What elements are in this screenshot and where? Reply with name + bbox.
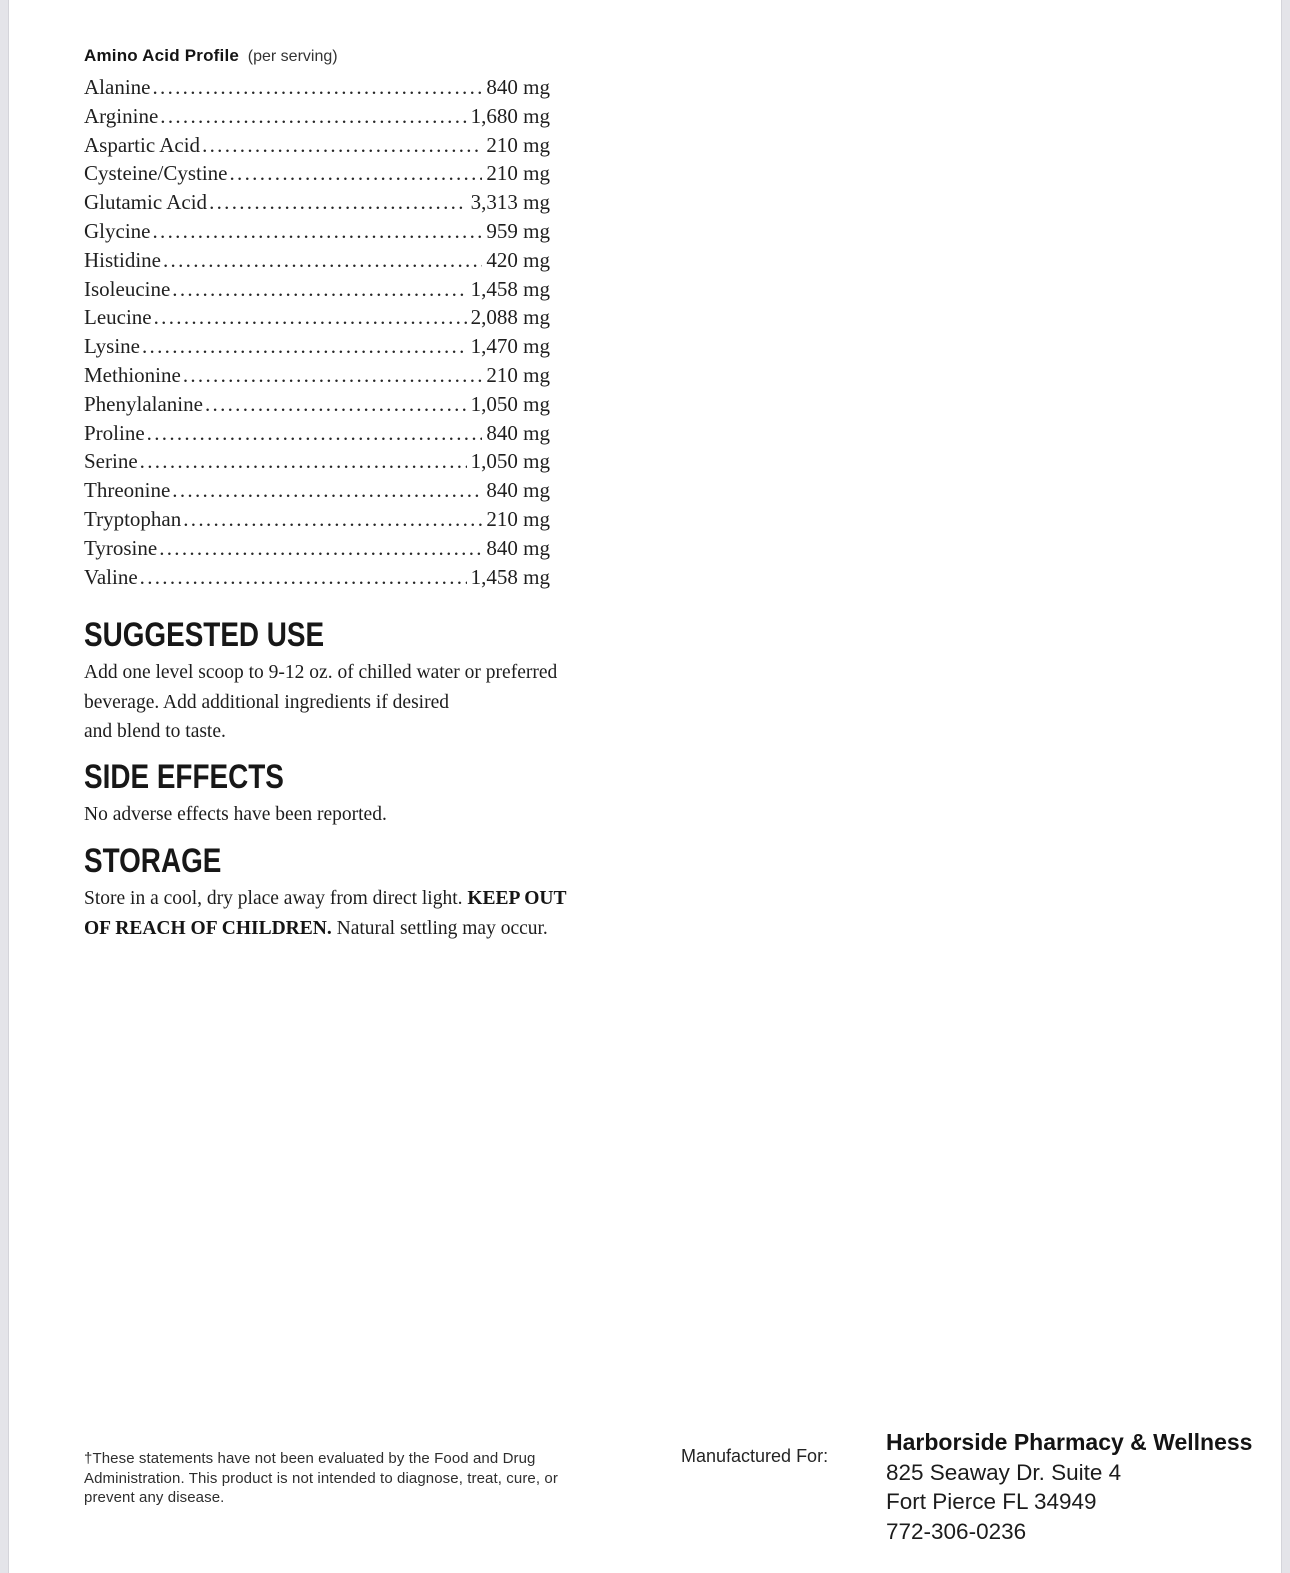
dot-leader <box>230 161 483 186</box>
dot-leader <box>140 449 467 474</box>
storage-body <box>84 884 624 943</box>
amino-row <box>84 536 550 565</box>
amino-value: 210 mg <box>486 132 550 157</box>
amino-profile-header <box>84 45 550 68</box>
amino-value: 1,458 mg <box>470 564 550 589</box>
amino-value: 1,458 mg <box>470 276 550 301</box>
amino-value: 840 mg <box>486 420 550 445</box>
dot-leader <box>154 305 467 330</box>
right-page-edge <box>1281 0 1290 1573</box>
amino-name: Methionine <box>84 362 181 387</box>
amino-value: 840 mg <box>486 535 550 560</box>
company-phone: 772-306-0236 <box>886 1518 1027 1544</box>
amino-name: Alanine <box>84 75 151 99</box>
suggested-use-line: and blend to taste. <box>84 721 226 742</box>
amino-value: 959 mg <box>486 218 550 243</box>
manufactured-for-label: Manufactured For: <box>681 1446 829 1466</box>
amino-row <box>84 277 550 306</box>
amino-row <box>84 104 550 133</box>
amino-value: 840 mg <box>486 75 550 99</box>
amino-row <box>84 133 550 162</box>
company-address-line1: 825 Seaway Dr. Suite 4 <box>886 1459 1122 1485</box>
dot-leader <box>152 75 482 100</box>
amino-name: Valine <box>84 564 138 589</box>
suggested-use-line: Add one level scoop to 9-12 oz. of chilled water or preferred <box>84 662 558 683</box>
amino-name: Leucine <box>84 305 152 330</box>
amino-row <box>84 248 550 277</box>
fda-disclaimer <box>84 1449 624 1508</box>
amino-name: Arginine <box>84 103 159 128</box>
amino-acid-profile-section <box>84 45 550 593</box>
dot-leader <box>142 334 467 359</box>
amino-value: 1,680 mg <box>470 103 550 128</box>
amino-row <box>84 449 550 478</box>
dot-leader <box>172 478 482 503</box>
amino-row <box>84 219 550 248</box>
dot-leader <box>202 133 482 158</box>
amino-row <box>84 363 550 392</box>
dot-leader <box>163 248 482 273</box>
amino-value: 1,050 mg <box>470 449 550 474</box>
amino-name: Serine <box>84 449 138 474</box>
left-page-edge <box>0 0 9 1573</box>
dot-leader <box>159 536 482 561</box>
dot-leader <box>172 277 466 302</box>
amino-row <box>84 75 550 104</box>
disclaimer-line: prevent any disease. <box>84 1489 225 1506</box>
storage-line <box>84 914 624 944</box>
amino-name: Aspartic Acid <box>84 132 201 157</box>
amino-name: Glycine <box>84 218 151 243</box>
dot-leader <box>183 363 483 388</box>
amino-value: 210 mg <box>486 506 550 531</box>
amino-row <box>84 334 550 363</box>
storage-line <box>84 884 624 914</box>
amino-value: 3,313 mg <box>470 190 550 215</box>
amino-row <box>84 421 550 450</box>
amino-name: Tryptophan <box>84 506 182 531</box>
storage-text: Natural settling may occur. <box>331 917 548 939</box>
side-effects-heading: SIDE EFFECTS <box>84 757 284 796</box>
storage-warning-text: OF REACH OF CHILDREN. <box>84 917 332 939</box>
amino-row <box>84 305 550 334</box>
amino-profile-subtitle: (per serving) <box>247 48 338 65</box>
dot-leader <box>152 219 482 244</box>
info-sections <box>84 617 624 943</box>
company-name: Harborside Pharmacy & Wellness <box>886 1429 1253 1455</box>
amino-name: Isoleucine <box>84 276 171 301</box>
amino-value: 2,088 mg <box>470 305 550 330</box>
amino-name: Tyrosine <box>84 535 158 560</box>
suggested-use-heading: SUGGESTED USE <box>84 616 325 654</box>
amino-value: 210 mg <box>486 362 550 387</box>
amino-row <box>84 190 550 219</box>
dot-leader <box>209 190 467 215</box>
dot-leader <box>183 507 482 532</box>
amino-value: 210 mg <box>486 161 550 186</box>
amino-name: Phenylalanine <box>84 391 203 416</box>
amino-row <box>84 507 550 536</box>
disclaimer-line: †These statements have not been evaluated by the Food and Drug <box>84 1450 536 1467</box>
amino-name: Proline <box>84 420 145 445</box>
amino-name: Histidine <box>84 247 161 272</box>
storage-text: Store in a cool, dry place away from direct light. <box>84 888 468 909</box>
amino-row <box>84 565 550 594</box>
amino-row <box>84 392 550 421</box>
amino-name: Glutamic Acid <box>84 190 208 215</box>
amino-value: 1,050 mg <box>470 391 550 416</box>
dot-leader <box>160 104 466 129</box>
amino-rows-list <box>84 75 550 593</box>
amino-profile-title: Amino Acid Profile <box>84 46 240 65</box>
company-address-line2: Fort Pierce FL 34949 <box>886 1489 1097 1514</box>
amino-name: Cysteine/Cystine <box>84 161 228 186</box>
amino-name: Threonine <box>84 478 171 503</box>
dot-leader <box>205 392 467 417</box>
dot-leader <box>147 421 483 446</box>
side-effects-line: No adverse effects have been reported. <box>84 803 387 825</box>
suggested-use-body <box>84 658 624 747</box>
company-info-block <box>886 1428 1252 1546</box>
amino-row <box>84 161 550 190</box>
side-effects-body <box>84 800 624 830</box>
amino-value: 420 mg <box>486 247 550 272</box>
amino-value: 1,470 mg <box>470 334 550 359</box>
storage-warning-text: KEEP OUT <box>467 888 567 909</box>
storage-heading: STORAGE <box>84 842 222 880</box>
amino-name: Lysine <box>84 334 140 359</box>
dot-leader <box>140 565 467 590</box>
disclaimer-line: Administration. This product is not intended to diagnose, treat, cure, or <box>84 1469 558 1487</box>
suggested-use-line: beverage. Add additional ingredients if desired <box>84 691 449 713</box>
amino-value: 840 mg <box>486 478 550 503</box>
amino-row <box>84 478 550 507</box>
